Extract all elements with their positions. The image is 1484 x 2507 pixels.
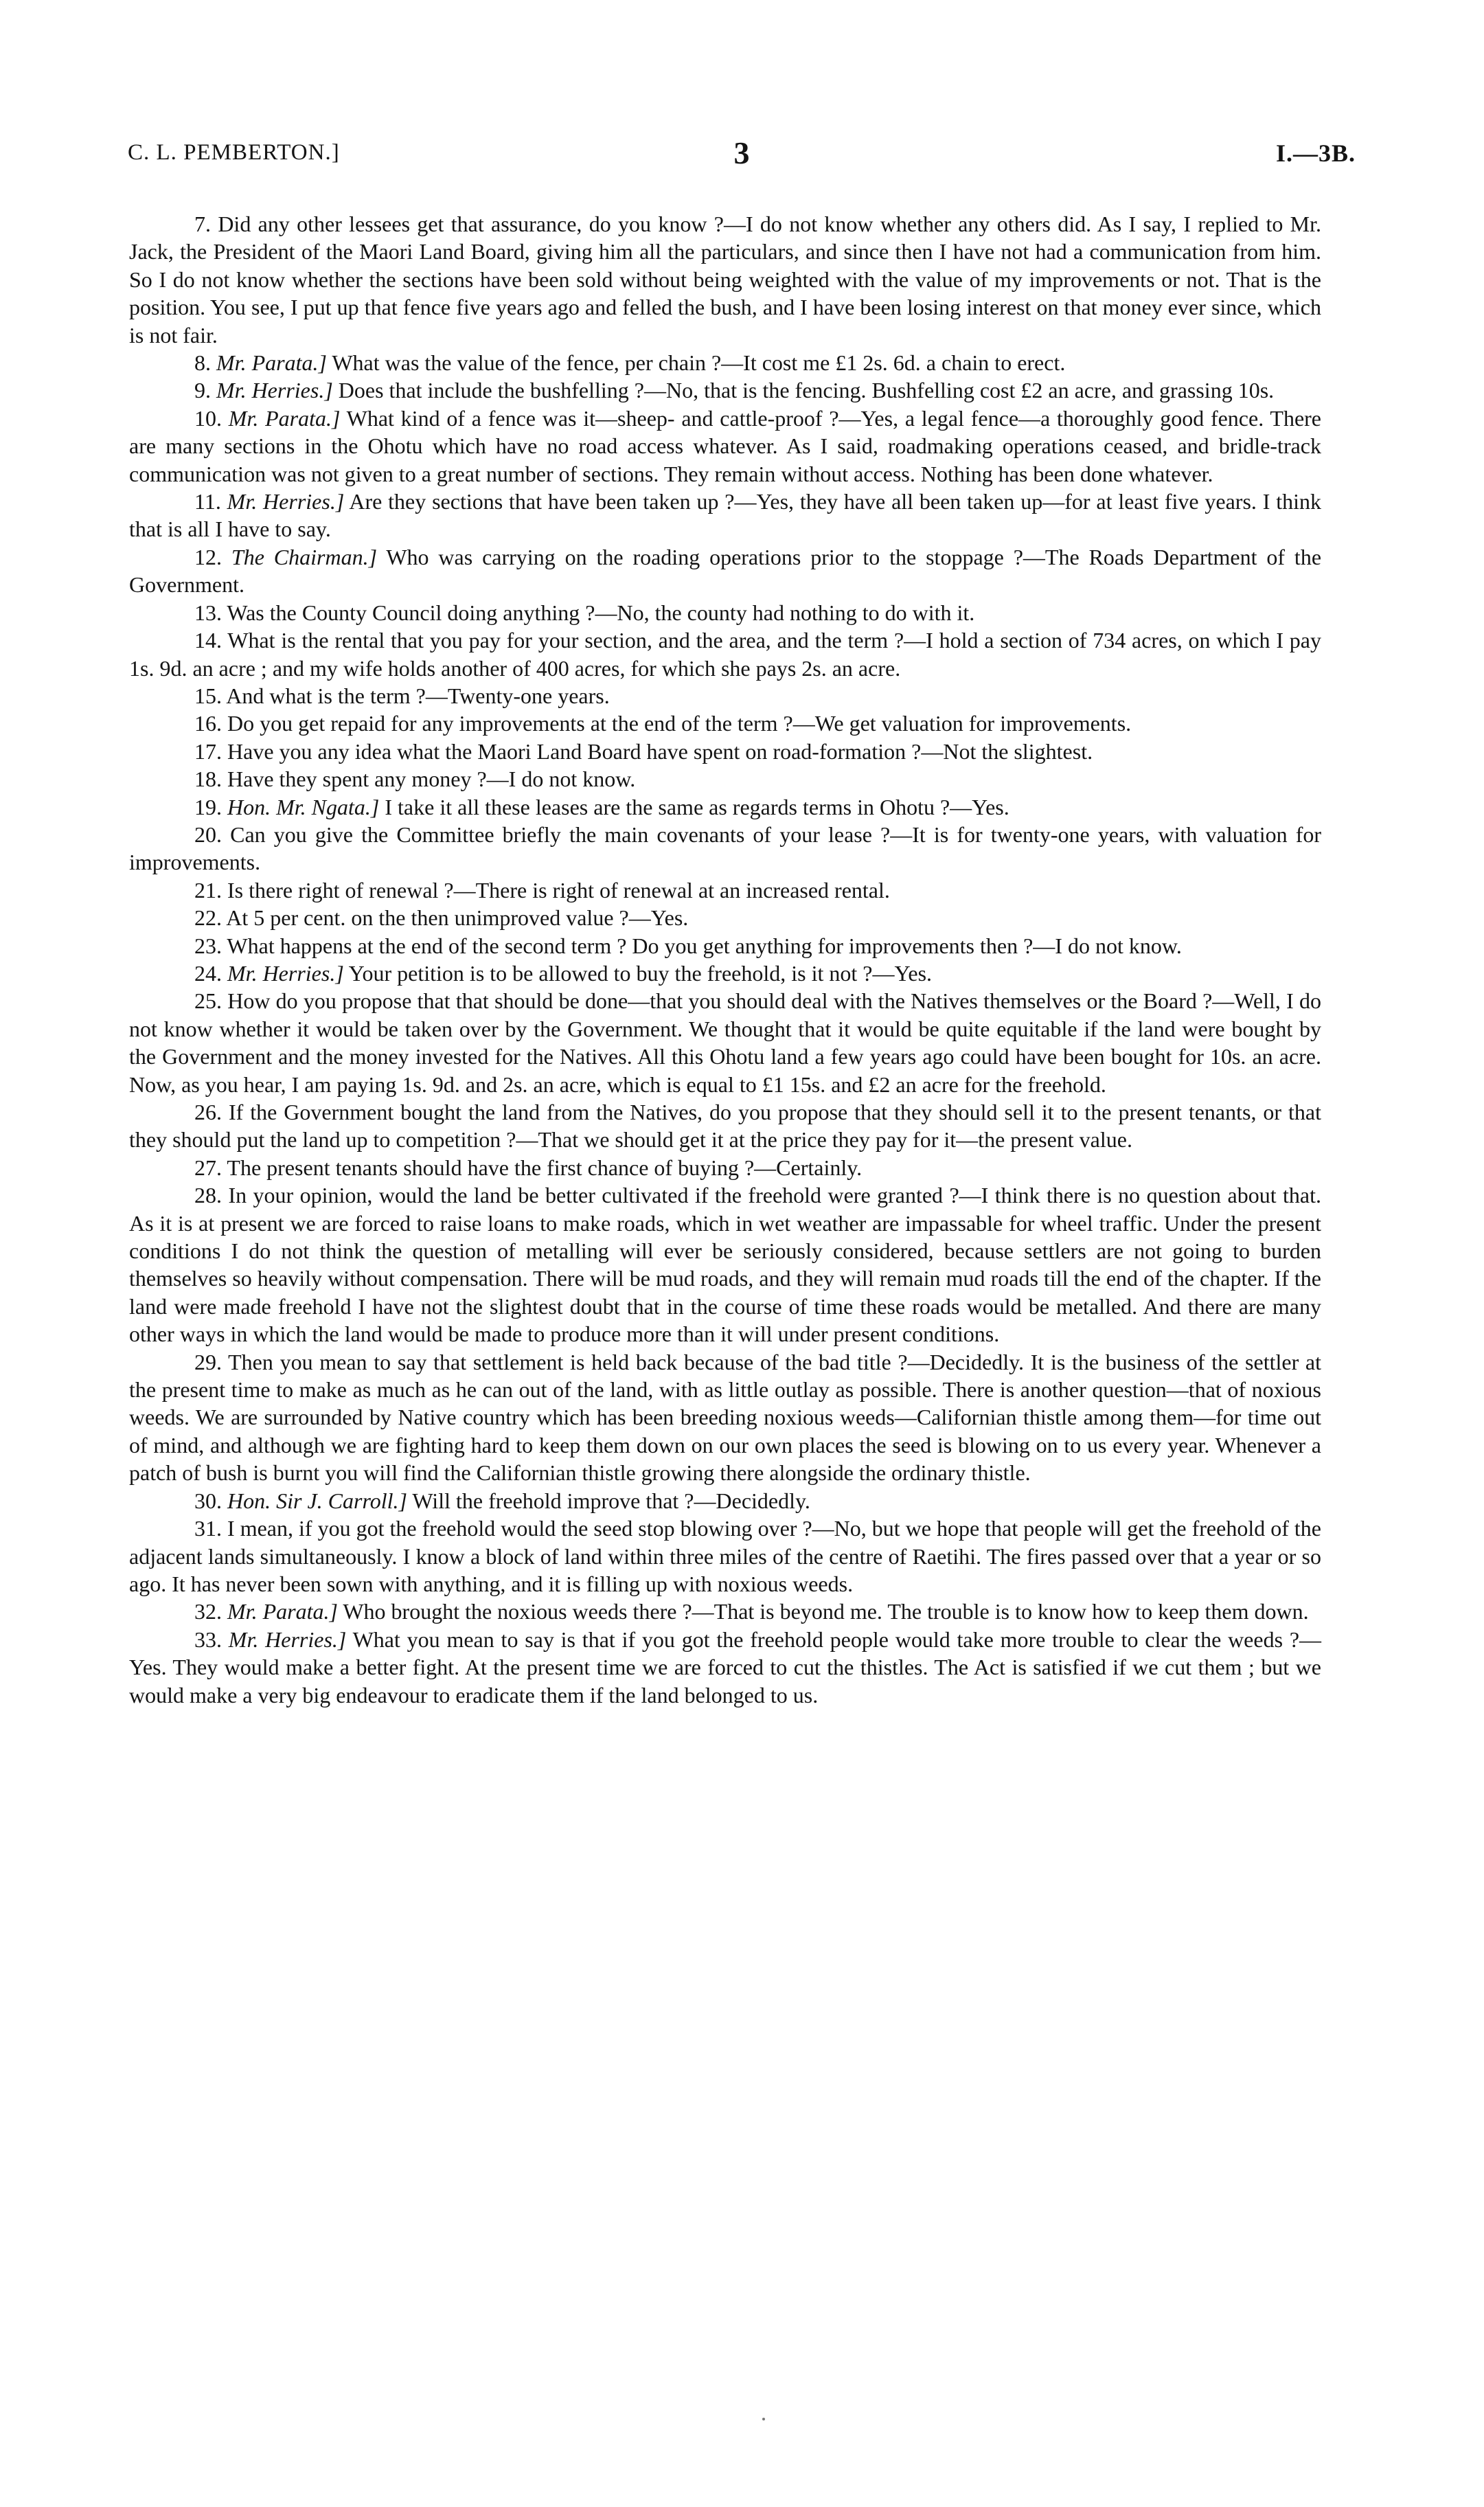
question-paragraph (129, 960, 1321, 987)
question-answer-text: What was the value of the fence, per chain ?—It cost me £1 2s. 6d. a chain to erect. (332, 350, 1066, 376)
question-paragraph (129, 793, 1321, 821)
question-answer-text: Is there right of renewal ?—There is right of renewal at an increased rental. (227, 877, 890, 903)
question-answer-text: Can you give the Committee briefly the main covenants of your lease ?—It is for twenty-one years, with valuation for improvements. (129, 821, 1322, 875)
document-body (129, 210, 1321, 1709)
question-number: 17. (194, 738, 222, 764)
question-answer-text: Do you get repaid for any improvements at the end of the term ?—We get valuation for improvements. (227, 711, 1132, 736)
question-paragraph (129, 626, 1321, 682)
question-answer-text: Who brought the noxious weeds there ?—That is beyond me. The trouble is to know how to keep them down. (343, 1599, 1309, 1624)
question-answer-text: Will the freehold improve that ?—Decidedly. (412, 1488, 810, 1513)
question-answer-text: At 5 per cent. on the then unimproved value ?—Yes. (226, 905, 689, 931)
question-number: 20. (194, 821, 222, 847)
question-paragraph (129, 765, 1321, 793)
speaker-name: Mr. Parata.] (228, 405, 341, 431)
page-header (128, 135, 1356, 183)
question-answer-text: How do you propose that that should be done—that you should deal with the Natives themselves or the Board ?—Well, I do not know whether it would be taken over by the Government. We thought that it would be quite equitable if the land were bought by the Government and the money invested for the Natives. All this Ohotu land a few years ago could have been bought for 10s. an acre. Now, as you hear, I am paying 1s. 9d. and 2s. an acre, which is equal to £1 15s. and £2 an acre for the freehold. (129, 988, 1322, 1097)
question-number: 32. (194, 1599, 222, 1624)
question-paragraph (129, 876, 1321, 904)
question-number: 10. (194, 405, 222, 431)
question-number: 23. (194, 933, 222, 958)
speaker-name: Mr. Herries.] (216, 378, 333, 403)
question-number: 21. (194, 877, 222, 903)
question-paragraph (129, 1098, 1321, 1154)
header-paper-reference: I.—3B. (1275, 139, 1356, 167)
question-number: 16. (194, 711, 222, 736)
question-number: 25. (194, 988, 222, 1014)
question-answer-text: What kind of a fence was it—sheep- and cattle-proof ?—Yes, a legal fence—a thoroughly good fence. There are many sections in the Ohotu which have no road access whatever. As I said, roadmaking operations ceased, and bridle-track communication was not given to a great number of sections. They remain without access. Nothing has been done whatever. (129, 405, 1322, 486)
question-answer-text: Have you any idea what the Maori Land Board have spent on road-formation ?—Not the slightest. (227, 738, 1093, 764)
scan-speck (762, 2418, 765, 2420)
question-answer-text: Was the County Council doing anything ?—No, the county had nothing to do with it. (227, 600, 975, 625)
question-paragraph (129, 738, 1321, 765)
question-number: 31. (194, 1516, 222, 1541)
question-answer-text: Who was carrying on the roading operations prior to the stoppage ?—The Roads Department of the Government. (129, 544, 1322, 598)
question-paragraph (129, 1348, 1321, 1487)
speaker-name: Mr. Parata.] (216, 350, 327, 376)
question-number: 28. (194, 1183, 222, 1208)
question-answer-text: Then you mean to say that settlement is held back because of the bad title ?—Decidedly. It is the business of the settler at the present time to make as much as he can out of the land, with as little outlay as possible. There is another question—that of noxious weeds. We are surrounded by Native country which has been breeding noxious weeds—Californian thistle among them—for time out of mind, and although we are fighting hard to keep them down on our own places the seed is blowing on to us every year. Whenever a patch of bush is burnt you will find the Californian thistle growing there alongside the ordinary thistle. (129, 1349, 1322, 1486)
question-number: 14. (194, 628, 222, 653)
page-number: 3 (733, 135, 750, 170)
speaker-name: Mr. Herries.] (227, 960, 344, 986)
question-number: 27. (194, 1155, 222, 1180)
question-answer-text: Your petition is to be allowed to buy the freehold, is it not ?—Yes. (348, 960, 933, 986)
question-paragraph (129, 821, 1321, 876)
question-paragraph (129, 599, 1321, 626)
speaker-name: Hon. Sir J. Carroll.] (227, 1488, 407, 1513)
question-paragraph (129, 210, 1321, 349)
question-paragraph (129, 987, 1321, 1098)
question-number: 15. (194, 683, 222, 708)
question-paragraph (129, 1181, 1321, 1348)
question-paragraph (129, 1487, 1321, 1515)
header-witness-name: C. L. PEMBERTON.] (128, 140, 340, 165)
question-paragraph (129, 682, 1321, 710)
question-paragraph (129, 543, 1321, 599)
question-paragraph (129, 349, 1321, 376)
question-number: 19. (194, 794, 222, 819)
question-answer-text: Did any other lessees get that assurance, do you know ?—I do not know whether any others did. As I say, I replied to Mr. Jack, the President of the Maori Land Board, giving him all the particulars, and since then I have not had a communication from him. So I do not know whether the sections have been sold without being weighted with the value of my improvements or not. That is the position. You see, I put up that fence five years ago and felled the bush, and I have been losing interest on that money ever since, which is not fair. (129, 212, 1322, 348)
speaker-name: Mr. Herries.] (227, 489, 345, 514)
question-answer-text: What happens at the end of the second term ? Do you get anything for improvements then ?—I do not know. (227, 933, 1182, 958)
question-answer-text: In your opinion, would the land be better cultivated if the freehold were granted ?—I think there is no question about that. As it is at present we are forced to raise loans to make roads, which in wet weather are impassable for wheel traffic. Under the present conditions I do not think the question of metalling will ever be seriously considered, because settlers are not going to burden themselves so heavily without compensation. There will be mud roads, and they will remain mud roads till the end of the chapter. If the land were made freehold I have not the slightest doubt that in the course of time these roads would be metalled. And there are many other ways in which the land would be made to produce more than it will under present conditions. (129, 1183, 1322, 1347)
question-number: 8. (194, 350, 211, 376)
question-answer-text: What you mean to say is that if you got the freehold people would take more trouble to clear the weeds ?—Yes. They would make a better fight. At the present time we are forced to cut the thistles. The Act is satisfied if we cut them ; but we would make a very big endeavour to eradicate them if the land belonged to us. (129, 1626, 1322, 1708)
question-number: 29. (194, 1349, 222, 1374)
question-number: 18. (194, 767, 222, 792)
question-number: 26. (194, 1100, 222, 1124)
speaker-name: Mr. Herries.] (228, 1626, 347, 1652)
question-answer-text: I take it all these leases are the same as regards terms in Ohotu ?—Yes. (385, 794, 1009, 819)
question-paragraph (129, 1626, 1321, 1709)
question-paragraph (129, 488, 1321, 543)
question-paragraph (129, 1598, 1321, 1625)
question-number: 12. (194, 544, 222, 569)
question-answer-text: What is the rental that you pay for your section, and the area, and the term ?—I hold a section of 734 acres, on which I pay 1s. 9d. an acre ; and my wife holds another of 400 acres, for which she pays 2s. an acre. (129, 628, 1322, 681)
question-answer-text: Are they sections that have been taken up ?—Yes, they have all been taken up—for at least five years. I think that is all I have to say. (129, 489, 1322, 542)
question-answer-text: If the Government bought the land from the Natives, do you propose that they should sell it to the present tenants, or that they should put the land up to competition ?—That we should get it at the price they pay for it—the present value. (129, 1100, 1322, 1153)
question-answer-text: The present tenants should have the first chance of buying ?—Certainly. (227, 1155, 863, 1180)
question-paragraph (129, 932, 1321, 960)
question-paragraph (129, 1515, 1321, 1598)
question-number: 24. (194, 960, 222, 986)
question-number: 9. (194, 378, 211, 403)
question-paragraph (129, 405, 1321, 488)
question-paragraph (129, 904, 1321, 931)
speaker-name: Mr. Parata.] (227, 1599, 338, 1624)
question-paragraph (129, 376, 1321, 404)
question-answer-text: Have they spent any money ?—I do not know. (227, 767, 636, 792)
question-answer-text: Does that include the bushfelling ?—No, that is the fencing. Bushfelling cost £2 an acre, and grassing 10s. (338, 378, 1275, 403)
speaker-name: The Chairman.] (231, 544, 378, 569)
question-answer-text: I mean, if you got the freehold would the seed stop blowing over ?—No, but we hope that people will get the freehold of the adjacent lands simultaneously. I know a block of land within three miles of the centre of Raetihi. The fires passed over that a year or so ago. It has never been sown with anything, and it is filling up with noxious weeds. (129, 1516, 1322, 1596)
question-number: 13. (194, 600, 222, 625)
question-number: 33. (194, 1626, 222, 1652)
question-answer-text: And what is the term ?—Twenty-one years. (226, 683, 610, 708)
question-number: 30. (194, 1488, 222, 1513)
question-paragraph (129, 710, 1321, 737)
question-paragraph (129, 1154, 1321, 1181)
question-number: 11. (194, 489, 221, 514)
speaker-name: Hon. Mr. Ngata.] (227, 794, 380, 819)
question-number: 7. (194, 212, 211, 236)
question-number: 22. (194, 905, 222, 931)
